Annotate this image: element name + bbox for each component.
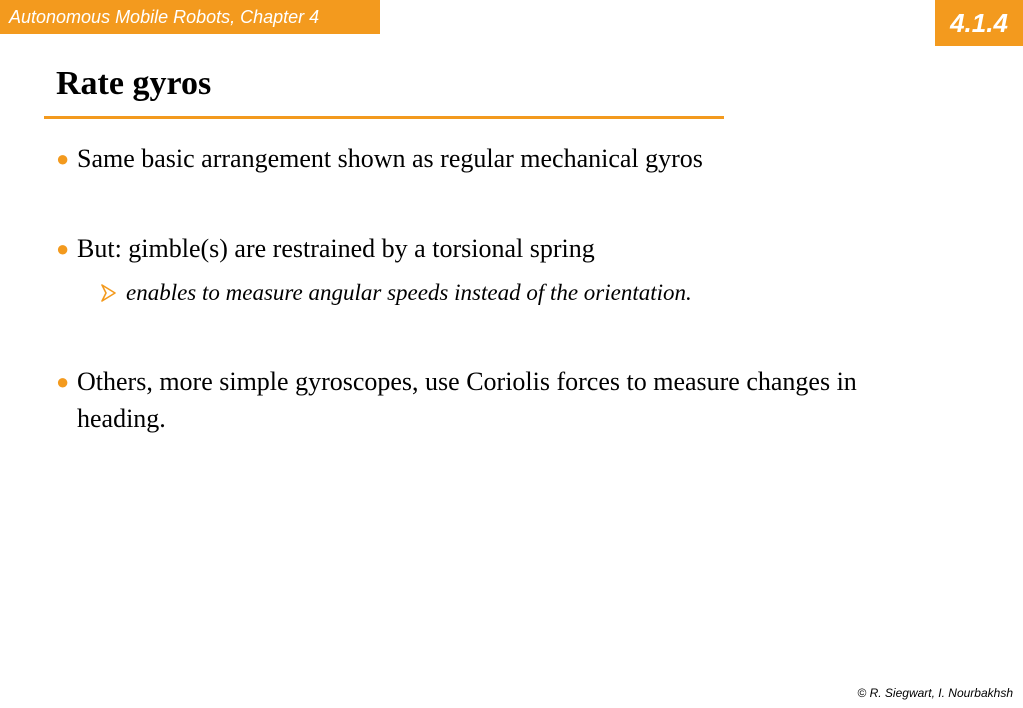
bullet-item: [56, 230, 936, 267]
sub-bullet-text: enables to measure angular speeds instead of the orientation.: [126, 280, 692, 305]
bullet-text: Others, more simple gyroscopes, use Coriolis forces to measure changes in heading.: [77, 367, 857, 433]
sub-bullet-item: [100, 278, 960, 308]
bullet-dot-icon: ●: [56, 236, 70, 261]
bullet-item: [56, 363, 936, 437]
bullet-text: But: gimble(s) are restrained by a torsional spring: [77, 234, 595, 263]
copyright-footer: © R. Siegwart, I. Nourbakhsh: [857, 686, 1013, 700]
chapter-header-label: Autonomous Mobile Robots, Chapter 4: [0, 0, 380, 34]
bullet-dot-icon: ●: [56, 369, 70, 394]
slide-title: Rate gyros: [56, 65, 212, 102]
section-number-badge: 4.1.4: [935, 0, 1023, 46]
bullet-text: Same basic arrangement shown as regular mechanical gyros: [77, 144, 703, 173]
bullet-dot-icon: ●: [56, 146, 70, 171]
arrowhead-bullet-icon: [100, 278, 116, 308]
title-underline-divider: [44, 116, 724, 119]
bullet-item: [56, 140, 936, 177]
